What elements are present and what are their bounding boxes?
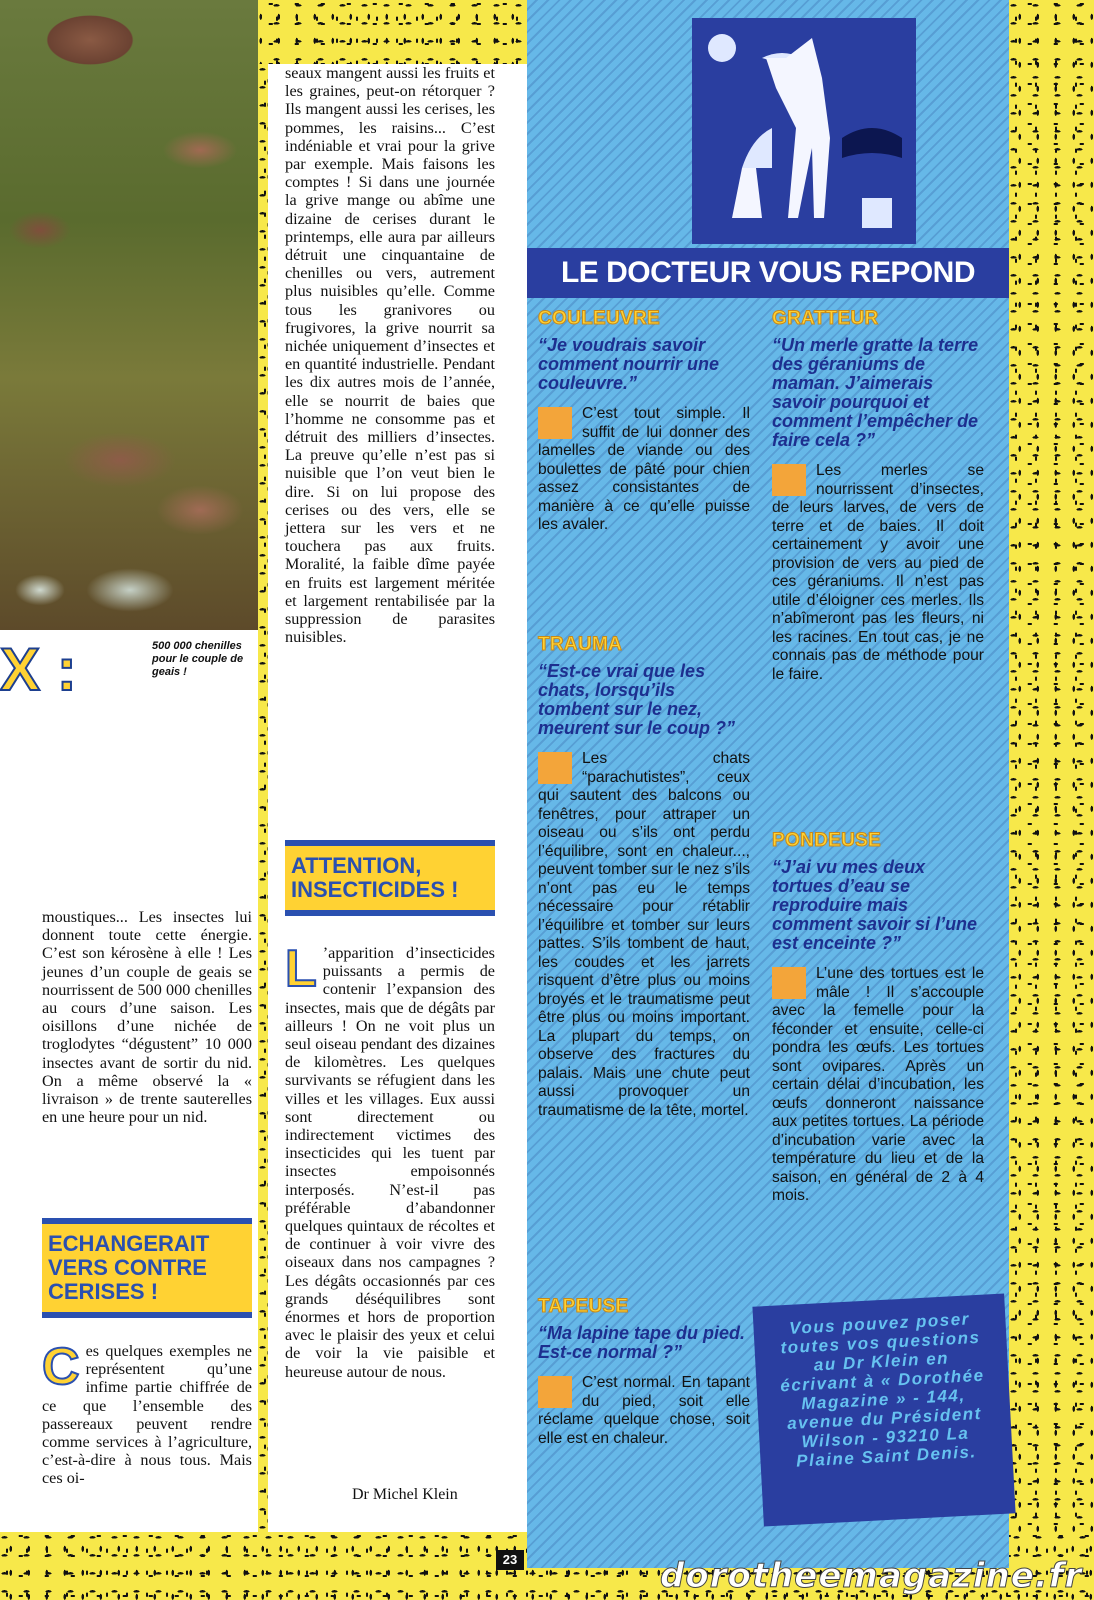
panel-header: LE DOCTEUR VOUS REPOND [527, 248, 1009, 298]
qa-question: “Je voudrais savoir comment nourrir une couleuvre.” [538, 335, 720, 393]
col1-box-title: ECHANGERAIT VERS CONTRE CERISES ! [42, 1218, 252, 1318]
col2-text2-body: ’apparition d’insecticides puissants a permis de contenir l’expansion des insectes, mais que de dégâts par ailleurs ! On ne voit plus un seul oiseau pendant des dizaines de kilomètres. Les quelques survivants se réfugient dans les villes et les villages. Eux aussi sont directement ou indirectement victimes des insecticides qui les tuent par insectes empoisonnés interposés. N’est-il pas préférable d’abandonner quelques quintaux de récoltes et de continuer à voir vivre des oiseaux dans nos campagnes ? Les dégâts occasionnés par ces grands déséquilibres sont énormes et hors de proportion avec le plaisir des yeux et celui de voir la vie paisible et heureuse autour de nous. [285, 944, 495, 1381]
col2-text: seaux mangent aussi les fruits et les graines, peut-on rétorquer ? Ils mangent aussi les cerises, les pommes, les raisins... C’est indéniable et vrai pour la grive par exemple. Mais faisons les comptes ! Si dans une journée la grive mange ou abîme une dizaine de cerises durant le printemps, elle aura par ailleurs détruit une cinquantaine de chenilles ou vers, autrement plus nuisibles qu’elle. Comme tous les granivores ou frugivores, la grive nourrit sa nichée uniquement d’insectes et en quantité industrielle. Pendant les dix autres mois de l’année, elle se nourrit de baies que l’homme ne consomme pas et détruit des milliers d’insectes. La preuve qu’elle n’est pas si nuisible que l’on veut bien le dire. Si on lui propose des cerises ou des vers, elle se jettera sur les vers et ne touchera pas aux fruits. Moralité, la faible dîme payée en fruits est largement méritée et largement rentabilisée par la suppression de parasites nuisibles. [285, 64, 495, 647]
orange-square-icon [538, 752, 572, 784]
qa-answer [538, 1374, 750, 1448]
col2-dropcap: L [285, 940, 317, 998]
qa-question: “J’ai vu mes deux tortues d’eau se reproduire mais comment savoir si l’une est enceinte ?” [772, 857, 978, 953]
qa-tapeuse [538, 1296, 750, 1448]
qa-answer-text: Les merles se nourrissent d’insectes, de leurs larves, de vers de terre et de baies. Il doit certainement y avoir une provision de vers au pied de ces géraniums. Il n’est pas utile d’éloigner ces merles. Ils n’abîmeront pas les fleurs, ni les racines. En tout cas, je ne connais pas de méthode pour le faire. [772, 462, 984, 683]
orange-square-icon [538, 1376, 572, 1408]
animals-silhouette-icon [692, 18, 916, 244]
photo-caption: 500 000 chenilles pour le couple de geais ! [152, 640, 244, 678]
qa-answer-text: L’une des tortues est le mâle ! Il s’accouple avec la femelle pour la féconder et ensuite, celle-ci pondra les œufs. Les tortues sont ovipares. Après un certain délai d’incubation, les œufs donneront naissance aux petites tortues. La période d’incubation varie avec la température du lieu et de la saison, en général de 2 à 4 mois. [772, 965, 984, 1204]
qa-answer [772, 462, 984, 684]
squiggle-border-top [250, 0, 527, 64]
qa-answer [772, 965, 984, 1206]
qa-question: “Un merle gratte la terre des géraniums de maman. J’aimerais savoir pourquoi et comment l’empêcher de faire cela ?” [772, 335, 979, 450]
squiggle-border-right [1009, 0, 1094, 1600]
qa-head: TAPEUSE [538, 1296, 629, 1317]
qa-trauma [538, 634, 750, 1120]
qa-pondeuse [772, 830, 984, 1206]
col1-text: moustiques... Les insectes lui donnent toute cette énergie. C’est son kérosène à elle ! Les jeunes d’un couple de geais se nourrissent de 500 000 chenilles au cours d’une saison. Les oisillons d’une nichée de troglodytes “dégustent” 10 000 insectes avant de sortir du nid. On a même observé la « livraison » de trente sauterelles en une heure pour un nid. [42, 908, 252, 1127]
col2-text2 [285, 940, 495, 1381]
orange-square-icon [772, 967, 806, 999]
animals-illustration [692, 18, 916, 244]
qa-answer [538, 405, 750, 535]
qa-head: TRAUMA [538, 634, 623, 655]
orange-square-icon [772, 464, 806, 496]
col1-dropcap: C [42, 1338, 80, 1396]
title-fragment: X : [0, 636, 77, 703]
orange-square-icon [538, 407, 572, 439]
qa-head: GRATTEUR [772, 308, 879, 329]
contact-box: Vous pouvez poser toutes vos questions au Dr Klein en écrivant à « Dorothée Magazine » - 144, avenue du Président Wilson - 93210 La Plaine Saint Denis. [752, 1294, 1015, 1527]
leaves-photo [0, 0, 258, 630]
qa-answer [538, 750, 750, 1120]
signature: Dr Michel Klein [352, 1486, 458, 1503]
qa-answer-text: C’est normal. En tapant du pied, soit elle réclame quelque chose, soit elle est en chaleur. [538, 1374, 750, 1447]
qa-couleuvre [538, 308, 750, 535]
qa-question: “Est-ce vrai que les chats, lorsqu’ils tombent sur le nez, meurent sur le coup ?” [538, 661, 736, 738]
page-number: 23 [496, 1550, 524, 1570]
col1-text2-body: es quelques exemples ne représentent qu’une infime partie chiffrée de ce que l’ensemble des passereaux peuvent rendre comme services à l’agriculture, c’est-à-dire à nous tous. Mais ces oi- [42, 1342, 252, 1488]
col1-text2 [42, 1338, 252, 1488]
qa-head: PONDEUSE [772, 830, 882, 851]
qa-head: COULEUVRE [538, 308, 660, 329]
squiggle-divider [258, 64, 268, 1532]
col2-box-title: ATTENTION, INSECTICIDES ! [285, 840, 495, 916]
qa-gratteur [772, 308, 984, 684]
qa-question: “Ma lapine tape du pied. Est-ce normal ?” [538, 1323, 746, 1362]
watermark: dorotheemagazine.fr [660, 1556, 1083, 1596]
qa-answer-text: C’est tout simple. Il suffit de lui donner des lamelles de viande ou des boulettes de pâté pour chien assez consistantes de manière à ce qu’elle puisse les avaler. [538, 405, 750, 533]
qa-answer-text: Les chats “parachutistes”, ceux qui sautent des balcons ou fenêtres, pour attraper un oiseau ou s’ils ont perdu l’équilibre, sont en chaleur..., peuvent tomber sur le nez s’ils n’ont pas eu le temps nécessaire pour rétablir l’équilibre et tomber sur leurs pattes. S’ils tombent de haut, les coudes et les jarrets risquent d’être plus ou moins broyés et le traumatisme peut être plus ou moins important. La plupart du temps, on observe des fractures du palais. Mais une chute peut aussi provoquer un traumatisme de la tête, mortel. [538, 750, 750, 1119]
